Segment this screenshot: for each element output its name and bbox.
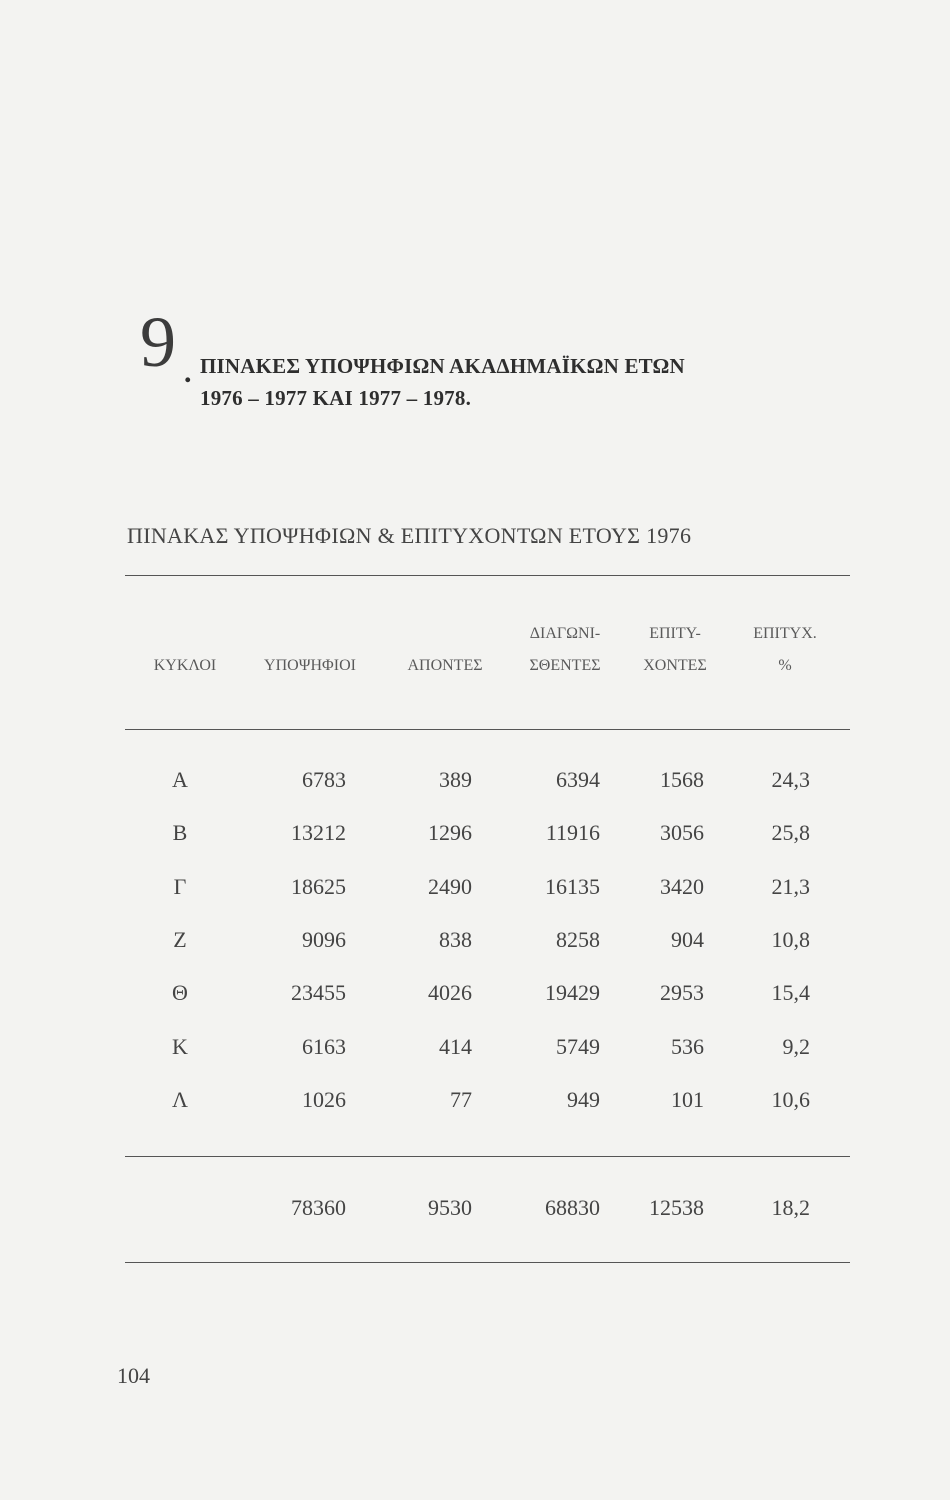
header-epitych-pct-line-2: % [778, 657, 792, 674]
cell-epitych-pct: 10,6 [771, 1087, 810, 1112]
cell-epitych-pct: 15,4 [771, 980, 810, 1005]
total-ypopsifioi: 78360 [291, 1195, 346, 1220]
cell-kyklos: Λ [172, 1087, 188, 1112]
table-row [0, 925, 950, 955]
cell-apontes: 4026 [428, 980, 472, 1005]
header-bottom-rule [125, 729, 850, 730]
cell-epitychontes: 101 [671, 1087, 704, 1112]
chapter-number: 9 [140, 302, 176, 382]
table-row [0, 872, 950, 902]
cell-ypopsifioi: 23455 [291, 980, 346, 1005]
header-kykloi: ΚΥΚΛΟΙ [153, 657, 217, 674]
cell-kyklos: Β [172, 820, 188, 845]
header-epitych-pct-line-1: ΕΠΙΤΥΧ. [753, 625, 817, 642]
cell-ypopsifioi: 13212 [291, 820, 346, 845]
cell-ypopsifioi: 9096 [302, 927, 346, 952]
cell-ypopsifioi: 6163 [302, 1034, 346, 1059]
table-top-rule [125, 575, 850, 576]
cell-diagonisthentes: 19429 [545, 980, 600, 1005]
cell-kyklos: Ζ [173, 927, 187, 952]
table-row [0, 765, 950, 795]
cell-apontes: 838 [439, 927, 472, 952]
cell-epitychontes: 904 [671, 927, 704, 952]
cell-kyklos: Κ [172, 1034, 188, 1059]
header-apontes: ΑΠΟΝΤΕΣ [407, 657, 483, 674]
cell-epitych-pct: 9,2 [782, 1034, 810, 1059]
chapter-number-dot: . [184, 356, 192, 389]
cell-kyklos: Α [172, 767, 188, 792]
table-total-row [0, 1193, 950, 1223]
cell-diagonisthentes: 8258 [556, 927, 600, 952]
cell-apontes: 389 [439, 767, 472, 792]
cell-apontes: 1296 [428, 820, 472, 845]
table-title: ΠΙΝΑΚΑΣ ΥΠΟΨΗΦΙΩΝ & ΕΠΙΤΥΧΟΝΤΩΝ ΕΤΟΥΣ 1976 [127, 523, 692, 548]
cell-epitychontes: 3056 [660, 820, 704, 845]
cell-ypopsifioi: 1026 [302, 1087, 346, 1112]
page-number: 104 [117, 1363, 150, 1388]
table-bottom-rule [125, 1262, 850, 1263]
header-diagonisthentes-line-1: ΔΙΑΓΩΝΙ- [529, 625, 601, 642]
cell-diagonisthentes: 16135 [545, 874, 600, 899]
total-diagonisthentes: 68830 [545, 1195, 600, 1220]
cell-diagonisthentes: 949 [567, 1087, 600, 1112]
cell-epitych-pct: 10,8 [771, 927, 810, 952]
cell-diagonisthentes: 6394 [556, 767, 600, 792]
total-epitych-pct: 18,2 [771, 1195, 810, 1220]
cell-apontes: 414 [439, 1034, 472, 1059]
cell-apontes: 2490 [428, 874, 472, 899]
cell-kyklos: Θ [172, 980, 188, 1005]
table-row [0, 818, 950, 848]
cell-kyklos: Γ [173, 874, 187, 899]
total-epitychontes: 12538 [649, 1195, 704, 1220]
cell-diagonisthentes: 5749 [556, 1034, 600, 1059]
cell-epitychontes: 536 [671, 1034, 704, 1059]
cell-ypopsifioi: 18625 [291, 874, 346, 899]
cell-diagonisthentes: 11916 [545, 820, 600, 845]
chapter-title [200, 350, 685, 414]
totals-top-rule [125, 1156, 850, 1157]
table-row [0, 978, 950, 1008]
cell-ypopsifioi: 6783 [302, 767, 346, 792]
header-epitychontes-line-2: ΧΟΝΤΕΣ [643, 657, 707, 674]
header-ypopsifioi: ΥΠΟΨΗΦΙΟΙ [264, 657, 356, 674]
cell-epitych-pct: 25,8 [771, 820, 810, 845]
cell-epitychontes: 1568 [660, 767, 704, 792]
chapter-title-line-2: 1976 – 1977 ΚΑΙ 1977 – 1978. [200, 386, 472, 410]
cell-apontes: 77 [450, 1087, 472, 1112]
total-apontes: 9530 [428, 1195, 472, 1220]
header-diagonisthentes-line-2: ΣΘΕΝΤΕΣ [529, 657, 601, 674]
cell-epitych-pct: 21,3 [771, 874, 810, 899]
cell-epitych-pct: 24,3 [771, 767, 810, 792]
table-row [0, 1085, 950, 1115]
chapter-title-line-1: ΠΙΝΑΚΕΣ ΥΠΟΨΗΦΙΩΝ ΑΚΑΔΗΜΑΪΚΩΝ ΕΤΩΝ [200, 354, 685, 378]
table-row [0, 1032, 950, 1062]
cell-epitychontes: 3420 [660, 874, 704, 899]
cell-epitychontes: 2953 [660, 980, 704, 1005]
header-epitychontes-line-1: ΕΠΙΤΥ- [649, 625, 701, 642]
